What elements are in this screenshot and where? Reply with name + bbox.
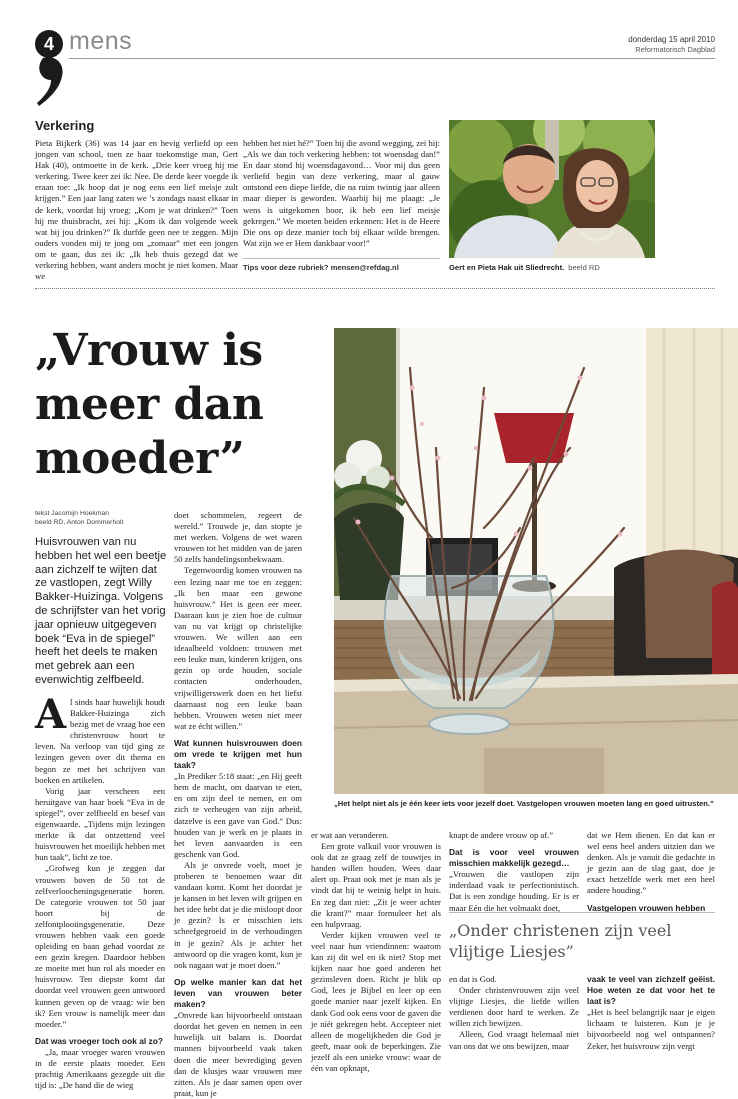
article-column-3: [311, 830, 441, 1074]
interview-question: Dat is voor veel vrouwen misschien makkelijk gezegd…: [449, 847, 579, 869]
dropcap: A: [35, 691, 67, 738]
paragraph: Een grote valkuil voor vrouwen is ook dat ze graag zelf de touwtjes in handen willen houden. Wees daar alert op. Praat ook met je man als je vindt dat hij te weinig helpt in huis. En zeg dan niet: „Zit je weer achter die krant?” maar formuleer het als een hulpvraag.: [311, 841, 441, 929]
header-rule: [69, 58, 715, 59]
paragraph: knapt de andere vrouw op af.”: [449, 830, 554, 840]
article-column-2: [174, 510, 302, 1099]
interview-question: Dat was vroeger toch ook al zo?: [35, 1035, 163, 1046]
section-title: mens: [69, 27, 133, 55]
interview-question: vaak te veel van zichzelf geëist. Hoe weten ze dat voor het te laat is?: [587, 974, 715, 1007]
paragraph: „In Prediker 5:18 staat: „en Hij geeft hem de macht, om daarvan te eten, en om zijn deel te nemen, en om zich te verheugen van zijn arbeid, datzelve is een gave van God.” Dus: houden van je werk en je plaats in het leven aanvaarden is een geschenk van God.: [174, 771, 302, 859]
couple-caption-text: Gert en Pieta Hak uit Sliedrecht.: [449, 263, 565, 272]
article-column-5-bottom: [587, 968, 715, 1052]
byline-text: tekst Jacomijn Hoekman: [35, 510, 110, 517]
issue-date: donderdag 15 april 2010: [628, 35, 715, 44]
main-photo: [334, 328, 738, 794]
article-column-1-body: [35, 691, 165, 1091]
verkering-tips: Tips voor deze rubriek? mensen@refdag.nl: [243, 263, 399, 272]
couple-photo: [449, 120, 655, 258]
verkering-heading: Verkering: [35, 118, 95, 133]
paragraph: er wat aan veranderen.: [311, 830, 389, 840]
newspaper-name: Reformatorisch Dagblad: [635, 45, 715, 54]
article-intro: Huisvrouwen van nu hebben het wel een beetje aan zichzelf te wijten dat ze vastlopen, zegt Willy Bakker-Huizinga. Volgens de schrijfster van het vorig jaar opnieuw uitgegeven boek “Eva in de spiegel” heeft het deels te maken met gebrek aan een evenwichtig zelfbeeld.: [35, 536, 167, 686]
paragraph: „Onvrede kan bijvoorbeeld ontstaan doordat het geven en nemen in een huwelijk uit balans is. Doordat mannen bijvoorbeeld vaak taken doen die meer bevrediging geven dan de klusjes waar vrouwen mee zitten. Als je daar samen open over praat, kun je: [174, 1010, 302, 1098]
page-number: 4: [43, 34, 54, 54]
couple-photo-caption: [449, 263, 600, 272]
article-column-5-bottom-body: [587, 974, 715, 1052]
verkering-column-2: [243, 138, 440, 249]
couple-caption-credit: beeld RD: [568, 263, 600, 272]
paragraph: „Ja, maar vroeger waren vrouwen in de eerste plaats moeder. Een prachtig Amerikaans gezegde uit die tijd is: „De hand die de wieg: [35, 1046, 165, 1091]
paragraph: Onder christenvrouwen zijn veel vlijtige Liesjes, die liefde willen verdienen door hard te werken. Ze willen zich bewijzen.: [449, 985, 579, 1029]
section-divider: [35, 288, 715, 289]
verkering-text-2: hebben het niet hé?” Toen hij die avond wegging, zei hij: „Als we dan toch verkering hebben: tot woensdag dan!” En daar stond hij woensdagavond… Voor mij dus geen verliefd begin van deze verkering, maar al gauw ontstond een diepe liefde, die na ruim twintig jaar alleen maar dieper is geworden. Waarbij hij me plaagt: „Je wens is uitgekomen hoor, ik heb een lief meisje gekregen.” We moeten beiden erkennen: Het is de Heere Die ons op deze manier toch bij elkaar wilde brengen. Wat zijn we er Hem dankbaar voor!”: [243, 138, 440, 248]
paragraph: Verder kijken vrouwen veel te veel naar hun vriendinnen: waarom kan zij dit wel en ik niet? Stop met kijken naar hoe goed anderen het gezinsleven doen. Richt je blik op God, lees je Bijbel en leer op een goede manier naar jezelf kijken. En dank God ook eens voor de gaven die je níét gekregen hebt. Accepteer niet alleen de mogelijkheden die God je geeft, maar ook de beperkingen. Zie jezelf als een unieke vrouw: waar de één van opknapt,: [311, 929, 441, 1073]
paragraph: doet schommelen, regeert de wereld.” Trouwde je, dan stopte je met werken. Volgens de wet waren vrouwen tot het midden van de jaren 50 zelfs handelingsonbekwaam.: [174, 510, 302, 565]
paragraph: „Grofweg kun je zeggen dat vrouwen boven de 50 tot de zelfverloocheningsgeneratie horen. De categorie vrouwen tot 50 jaar hoort bij de zelfontplooiingsgeneratie. Deze vrouwen hebben vaak een goede opleiding en baan gehad voordat ze een gezin kregen. Daardoor hebben ze moeite met hun rol als moeder en huisvrouw. Ten diepste komt dat doordat veel vrouwen geen antwoord kunnen geven op de vraag: wie ben ik? Een vrouw is namelijk meer dan moeder.”: [35, 863, 165, 1029]
pull-quote-rule-top: [449, 912, 715, 913]
article-column-4-bottom-body: [449, 974, 579, 1052]
article-column-5-top: [587, 830, 715, 914]
verkering-column-1: [35, 138, 238, 282]
verkering-tips-rule: [243, 258, 440, 259]
article-column-5-top-body: [587, 830, 715, 914]
article-column-4-top: [449, 830, 579, 914]
article-column-4-top-body: [449, 830, 579, 914]
article-headline: „Vrouw is meer dan moeder”: [35, 325, 264, 484]
article-column-1: [35, 691, 165, 1091]
paragraph: „Het is heel belangrijk naar je eigen lichaam te luisteren. Kun je je bijvoorbeeld nog wel ontspannen? Zeker, het huisvrouw zijn vergt: [587, 1007, 715, 1051]
interview-question: Wat kunnen huisvrouwen doen om vrede te krijgen met hun taak?: [174, 737, 302, 771]
paragraph: en dat is God.: [449, 974, 497, 984]
interview-question: Vastgelopen vrouwen hebben: [587, 902, 706, 913]
interview-question: Op welke manier kan dat het leven van vrouwen beter maken?: [174, 976, 302, 1010]
paragraph: Vorig jaar verscheen een heruitgave van haar boek “Eva in de spiegel”, over zelfbeeld en besef van eigenwaarde. „Tijdens mijn lezingen merkte ik dat ontzettend veel huisvrouwen het moeilijk hebben met hun taak”, licht ze toe.: [35, 785, 165, 863]
paragraph: Tegenwoordig komen vrouwen na een lezing naar me toe en zeggen: „Ik ben maar een gewone huisvrouw.” Het is geen eer meer. Daaraan kun je zien hoe de cultuur van nu vat krijgt op christelijke vrouwen. We willen aan een ideaalbeeld voldoen: trouwen met een leuke man, kinderen krijgen, ons gezin op orde houden, sociale contacten onderhouden, vrijwilligerswerk doen en het liefst daarnaast nog een leuke baan hebben. Vrouwen weten niet meer wat ze écht willen.”: [174, 565, 302, 731]
article-column-3-body: [311, 830, 441, 1074]
verkering-text-1: Pieta Bijkerk (36) was 14 jaar en hevig verliefd op een jongen van school, toen ze haar toekomstige man, Gert Hak (40), ontmoette in de kerk. „Drie keer vroeg hij me verkering. Twee keer zei ik: Nee. De derde keer voegde ik eraan toe: „Ik hoop dat je nog eens een lief meisje zult krijgen.” Een jaar lang zaten we ’s zondags naast elkaar in de kerk, voordat hij vroeg: „Kom je wat drinken?” Toen hij me thuisbracht, zei hij: „Kom ik dan volgende week wat bij jou drinken?” Ik durfde geen nee te zeggen. Mijn ouders vonden mij te jong om „zomaar” met een jongen om te gaan, dus zei ik: „Ik heb thuis gezegd dat we verkering hebben, want anders mocht je niet komen. Maar we: [35, 138, 238, 282]
byline-photo: beeld RD, Anton Dommerholt: [35, 519, 124, 526]
paragraph: l sinds haar huwelijk houdt Bakker-Huizinga zich bezig met de vraag hoe een christenvrouw hoort te leven. Na verloop van tijd ging ze lezingen geven over dit thema en begon ze met het schrijven van boeken en artikelen.: [35, 697, 165, 785]
comma-mark: [33, 44, 73, 106]
main-photo-caption: „Het helpt niet als je één keer iets voor jezelf doet. Vastgelopen vrouwen moeten lang en goed uitrusten.”: [334, 799, 714, 808]
paragraph: „Vrouwen die vastlopen zijn inderdaad vaak te perfectionistisch. Dat is een zondige houding. Er is er maar Eén die het volmaakt doet,: [449, 869, 579, 913]
article-column-2-body: [174, 510, 302, 1099]
pull-quote: „Onder christenen zijn veel vlijtige Liesjes”: [449, 921, 672, 961]
article-column-4-bottom: [449, 974, 579, 1052]
paragraph: dat we Hem dienen. En dat kan er wel eens heel anders uitzien dan we denken. Als je vanuit die gedachte in je gezin aan de slag gaat, doe je exact hetzelfde werk met een heel andere houding.”: [587, 830, 715, 896]
paragraph: Alleen, God vraagt helemaal niet van ons dat we ons bewijzen, maar: [449, 1029, 579, 1051]
paragraph: Als je onvrede voelt, moet je proberen te benoemen waar dit vandaan komt. Komt het doordat je je kansen in het leven wilt grijpen en het idee hebt dat je die misloopt door je gezin? Is er misschien iets scheefgegroeid in de verhoudingen in je gezin? Als je achter het antwoord op die vragen komt, kun je ook nagaan wat je moet doen.”: [174, 859, 302, 970]
